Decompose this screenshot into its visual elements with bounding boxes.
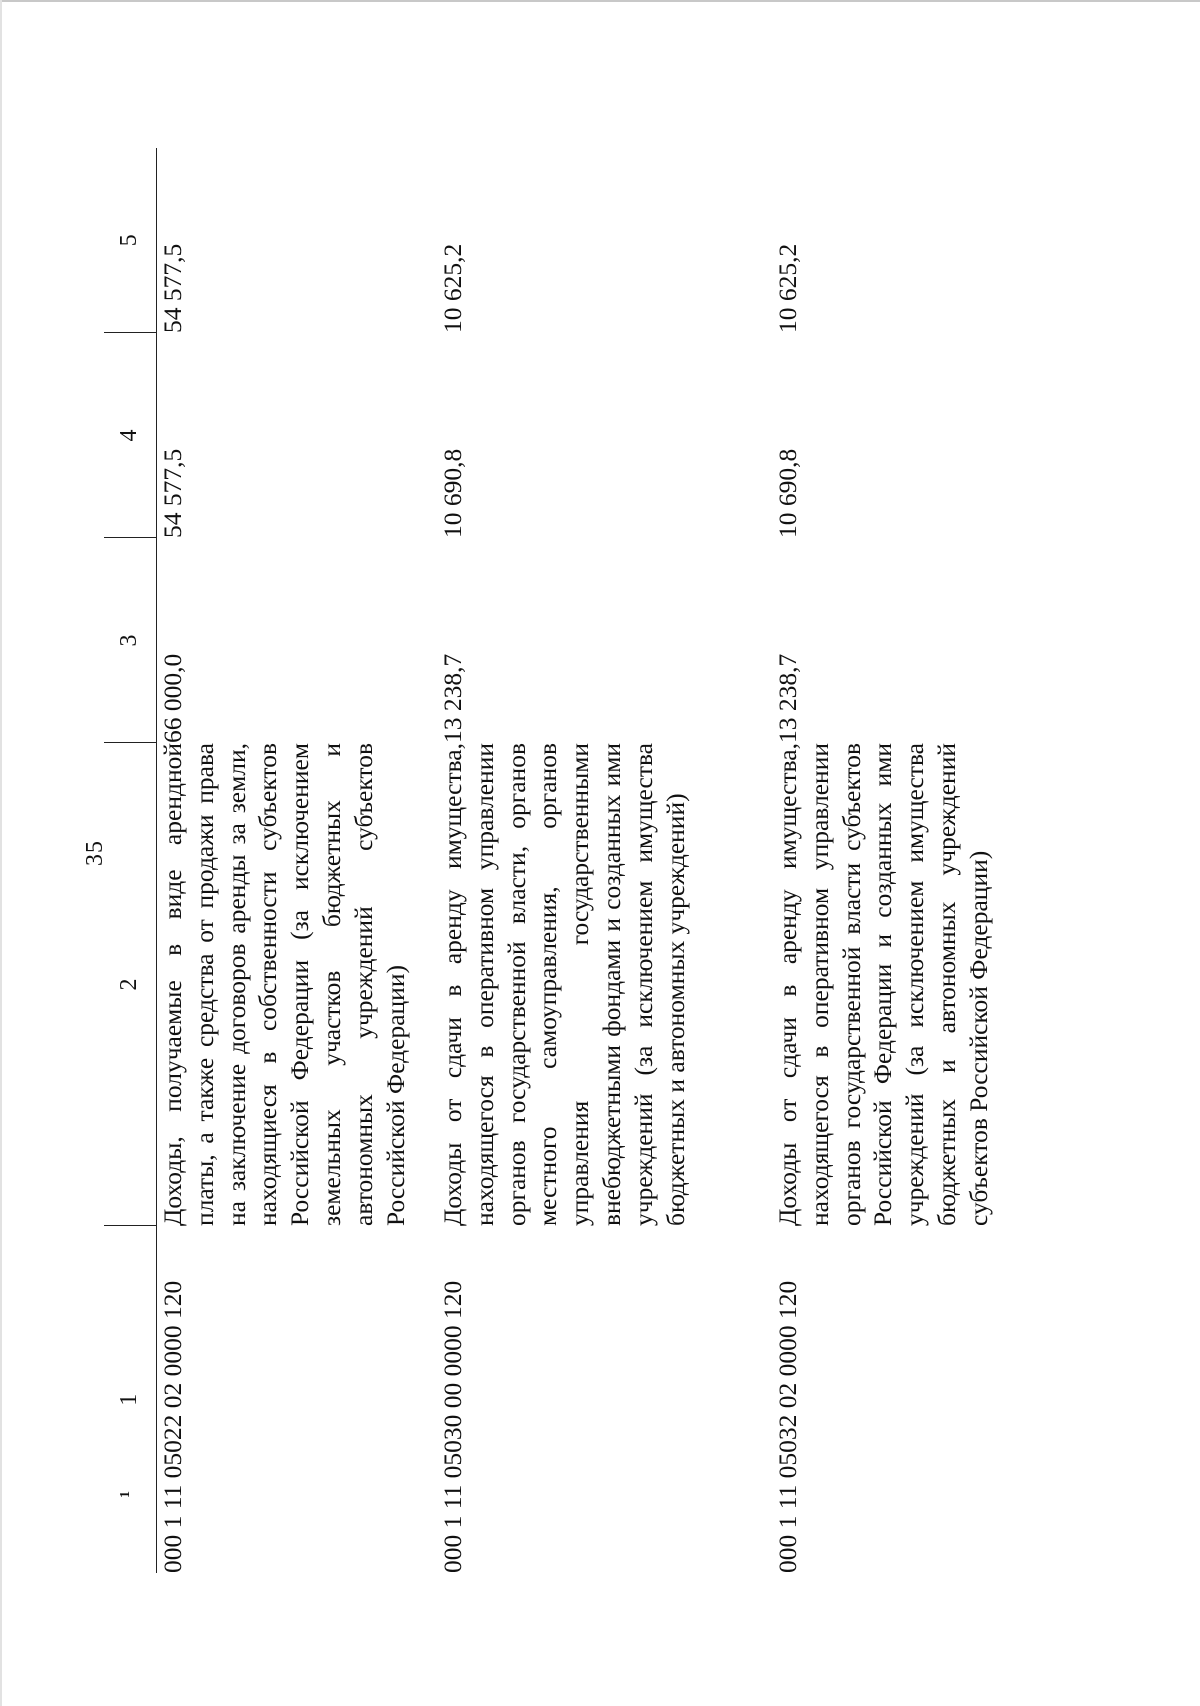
value-cell-col3: 13 238,7: [773, 653, 802, 743]
description-cell: Доходы, получаемые в виде арендной платы, а также средства от продажи права на заключение договоров аренды за земли, находящиеся в собственности субъектов Российской Федерации (за исключением земельных участков бюджетных и автономных учреждений субъектов Российской Федерации): [158, 743, 410, 1226]
column-header: 1: [104, 1226, 157, 1573]
column-header: 3: [104, 538, 157, 743]
table-row: [157, 148, 438, 1573]
value-cell-col5: 10 625,2: [438, 243, 467, 333]
value-cell-col3: 13 238,7: [438, 653, 467, 743]
value-cell-col5: 10 625,2: [773, 243, 802, 333]
page-number: 35: [82, 840, 108, 866]
description-cell: Доходы от сдачи в аренду имущества, находящегося в оперативном управлении органов государственной власти, органов местного самоуправления, органов управления государственными внебюджетными фондами и созданных ими учреждений (за исключением имущества бюджетных и автономных учреждений): [438, 743, 690, 1226]
budget-code-cell: 000 1 11 05030 00 0000 120: [438, 1280, 467, 1573]
corner-mark: 1: [118, 1491, 133, 1498]
column-header: 5: [104, 148, 157, 333]
value-cell-col4: 10 690,8: [438, 448, 467, 538]
column-header: 2: [104, 743, 157, 1226]
table-row: [772, 148, 1072, 1573]
table-row: [437, 148, 772, 1573]
description-cell: Доходы от сдачи в аренду имущества, находящегося в оперативном управлении органов государственной власти субъектов Российской Федерации и созданных ими учреждений (за исключением имущества бюджетных и автономных учреждений субъектов Российской Федерации): [773, 743, 993, 1226]
value-cell-col4: 10 690,8: [773, 448, 802, 538]
budget-code-cell: 000 1 11 05032 02 0000 120: [773, 1280, 802, 1573]
revenue-table: [104, 148, 1072, 1573]
column-header: 4: [104, 333, 157, 538]
table-header-row: [104, 148, 157, 1573]
value-cell-col3: 66 000,0: [158, 653, 187, 743]
budget-code-cell: 000 1 11 05022 02 0000 120: [158, 1280, 187, 1573]
value-cell-col5: 54 577,5: [158, 243, 187, 333]
value-cell-col4: 54 577,5: [158, 448, 187, 538]
